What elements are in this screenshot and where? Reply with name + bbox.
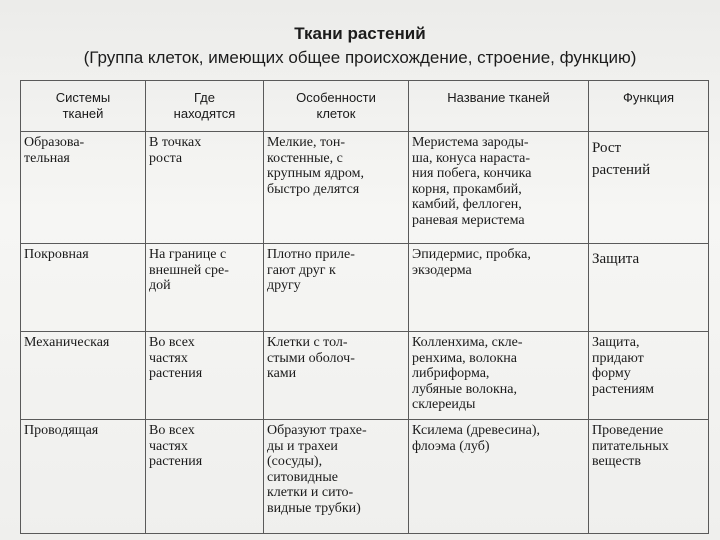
cell-tissue-names: Меристема зароды- ша, конуса нараста- ния побега, кончика корня, прокамбий, камбий, феллоген, раневая меристема — [409, 132, 589, 244]
cell-function: Защита — [589, 244, 709, 332]
cell-location: На границе с внешней сре- дой — [146, 244, 264, 332]
table-row — [21, 132, 709, 244]
cell-function: Защита, придают форму растениям — [589, 332, 709, 420]
header-tissue-names: Название тканей — [409, 81, 589, 132]
header-systems: Системы тканей — [21, 81, 146, 132]
header-features: Особенности клеток — [264, 81, 409, 132]
table-header-row — [21, 81, 709, 132]
cell-system: Образова- тельная — [21, 132, 146, 244]
cell-tissue-names: Эпидермис, пробка, экзодерма — [409, 244, 589, 332]
cell-tissue-names: Колленхима, скле- ренхима, волокна либриформа, лубяные волокна, склереиды — [409, 332, 589, 420]
header-function: Функция — [589, 81, 709, 132]
cell-tissue-names: Ксилема (древесина), флоэма (луб) — [409, 420, 589, 534]
header-location: Где находятся — [146, 81, 264, 132]
cell-system: Покровная — [21, 244, 146, 332]
cell-features: Клетки с тол- стыми оболоч- ками — [264, 332, 409, 420]
page-title: Ткани растений — [294, 24, 426, 43]
cell-features: Образуют трахе- ды и трахеи (сосуды), ситовидные клетки и сито- видные трубки) — [264, 420, 409, 534]
table-row — [21, 244, 709, 332]
plant-tissues-table — [20, 80, 709, 534]
cell-system: Проводящая — [21, 420, 146, 534]
cell-location: Во всех частях растения — [146, 332, 264, 420]
cell-location: В точках роста — [146, 132, 264, 244]
table-row — [21, 420, 709, 534]
cell-features: Мелкие, тон- костенные, с крупным ядром, быстро делятся — [264, 132, 409, 244]
cell-location: Во всех частях растения — [146, 420, 264, 534]
cell-function: Проведение питательных веществ — [589, 420, 709, 534]
page-subtitle: (Группа клеток, имеющих общее происхождение, строение, функцию) — [83, 48, 637, 67]
cell-features: Плотно приле- гают друг к другу — [264, 244, 409, 332]
table-row — [21, 332, 709, 420]
cell-function: Рост растений — [589, 132, 709, 244]
cell-system: Механическая — [21, 332, 146, 420]
